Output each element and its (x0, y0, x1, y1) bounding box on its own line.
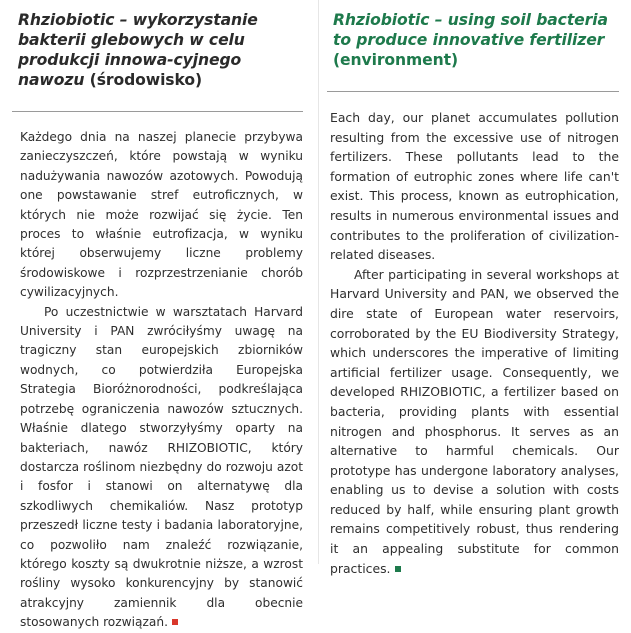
polish-body (20, 128, 303, 633)
end-of-article-square-icon (395, 566, 401, 572)
polish-subtitle: (środowisko) (89, 71, 202, 89)
english-title (333, 10, 619, 70)
english-paragraph-2 (330, 265, 619, 579)
polish-paragraph-2-text: Po uczestnictwie w warsztatach Harvard University i PAN zwróciłyśmy uwagę na tragiczny stan europejskich zbiorników wodnych, co potwierdziła Europejska Strategia Bioróżnorodności, podkreślająca potrzebę ograniczenia nawozów sztucznych. Właśnie dlatego stworzyłyśmy oparty na bakteriach, nawóz RHIZOBIOTIC, który dostarcza roślinom niezbędny do rozwoju azot i fosfor i stanowi on alternatywę dla szkodliwych chemikaliów. Nasz prototyp przeszedł liczne testy i badania laboratoryjne, co pozwoliło nam znaleźć rozwiązanie, którego koszty są dwukrotnie niższe, a wzrost rośliny wysoko konkurencyjny by stanowić atrakcyjny zamiennik dla obecnie stosowanych rozwiązań. (20, 304, 303, 630)
polish-paragraph-1: Każdego dnia na naszej planecie przybywa zanieczyszczeń, które powstają w wyniku nadużywania nawozów azotowych. Powodują one powstawanie stref eutroficznych, w których nie może rozwijać się życie. Ten proces to właśnie eutrofizacja, w wyniku której obserwujemy liczne problemy środowiskowe i rozprzestrzenianie chorób cywilizacyjnych. (20, 130, 303, 300)
polish-paragraph-2 (20, 303, 303, 633)
english-paragraph-2-text: After participating in several workshops at Harvard University and PAN, we observed the dire state of European water reservoirs, corroborated by the EU Biodiversity Strategy, which underscores the imperative of limiting artificial fertilizer usage. Consequently, we developed RHIZOBIOTIC, a fertilizer based on bacteria, providing plants with essential nitrogen and phosphorus. It serves as an alternative to harmful chemicals. Our prototype has undergone laboratory analyses, enabling us to devise a solution with costs reduced by half, while ensuring plant growth remains competitively robust, thus rendering it an appealing substitute for common practices. (330, 266, 619, 576)
english-subtitle: (environment) (333, 51, 459, 69)
polish-title-rule (12, 111, 303, 112)
english-body (330, 108, 619, 578)
polish-title (18, 10, 303, 90)
english-title-text: Rhziobiotic – using soil bacteria to produce innovative fertilizer (333, 11, 608, 49)
polish-title-text: Rhziobiotic – wykorzystanie bakterii glebowych w celu produkcji innowa-cyjnego nawozu (18, 11, 258, 89)
english-title-rule (327, 91, 619, 92)
english-paragraph-1: Each day, our planet accumulates pollution resulting from the excessive use of nitrogen fertilizers. These pollutants lead to the formation of eutrophic zones where life can't exist. This process, known as eutrophication, results in numerous environmental issues and contributes to the proliferation of civilization-related diseases. (330, 110, 619, 263)
column-divider (318, 0, 319, 564)
polish-column (12, 0, 303, 633)
english-column (327, 0, 619, 578)
end-of-article-square-icon (172, 619, 178, 625)
